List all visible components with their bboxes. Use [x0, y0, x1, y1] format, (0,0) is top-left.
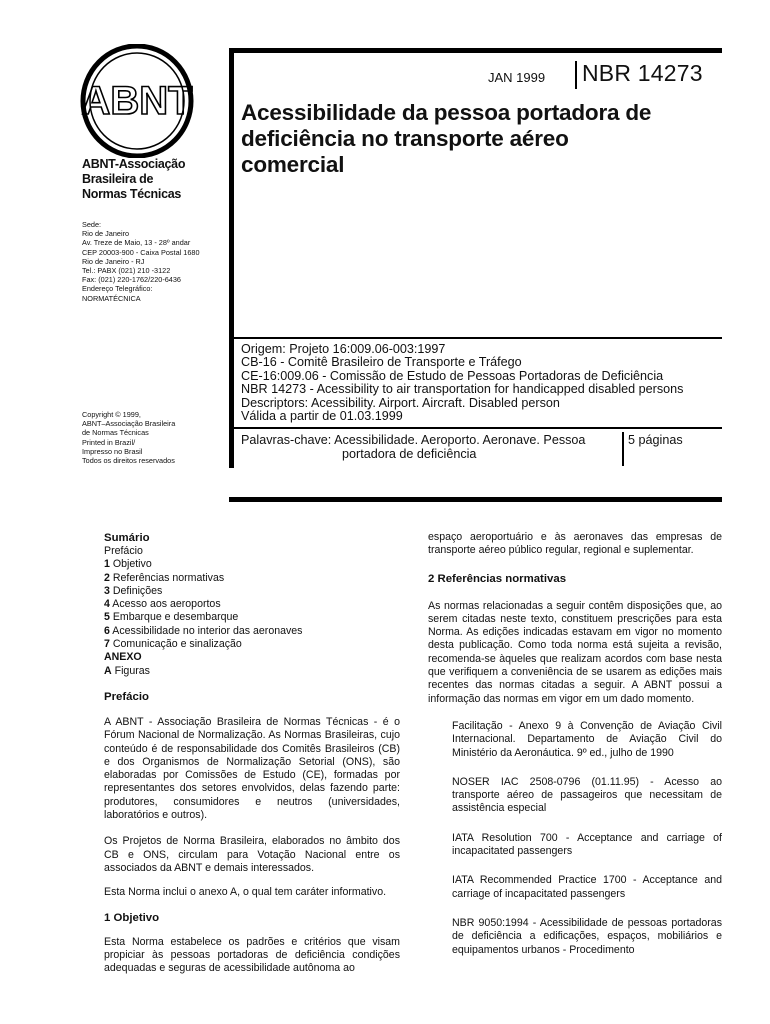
toc-item: 5 Embarque e desembarque — [104, 611, 239, 624]
table-of-contents — [104, 545, 400, 678]
reference-item: NBR 9050:1994 - Acessibilidade de pessoas portadoras de deficiência a edificações, espaços, mobiliários e equipamentos urbanos - Procedimento — [452, 916, 722, 956]
toc-item: 3 Definições — [104, 584, 163, 597]
toc-annex-title: ANEXO — [104, 651, 142, 664]
organization-name: ABNT-Associação Brasileira de Normas Técnicas — [82, 157, 186, 201]
toc-item: 2 Referências normativas — [104, 571, 225, 584]
toc-item: 1 Objetivo — [104, 558, 152, 571]
toc-item: A Figuras — [104, 664, 150, 677]
organization-address: Sede: Rio de Janeiro Av. Treze de Maio, 13 - 28º andar CEP 20003-900 - Caixa Postal 1680 Rio de Janeiro - RJ Tel.: PABX (021) 210 -3122 Fax: (021) 220-1762/220-6436 Endereço Telegráfico: NORMATÉCNICA — [82, 220, 200, 303]
references-intro: As normas relacionadas a seguir contêm disposições que, ao serem citadas neste texto, constituem prescrições para esta Norma. As edições indicadas estavam em vigor no momento desta publicação. Como toda norma está sujeita a revisão, recomenda-se àqueles que realizam acordos com base nesta que verifiquem a conveniência de se usarem as edições mais recentes das normas citadas a seguir. A ABNT possui a informação das normas em vigor em um dado momento. — [428, 599, 722, 705]
date-separator — [575, 61, 577, 89]
summary-title: Sumário — [104, 532, 150, 544]
keywords: Palavras-chave: Acessibilidade. Aeroporto. Aeronave. Pessoa portadora de deficiência — [241, 433, 586, 461]
standard-number: NBR 14273 — [582, 60, 703, 86]
toc-item: 4 Acesso aos aeroportos — [104, 598, 221, 611]
page-count: 5 páginas — [628, 433, 683, 447]
document-title: Acessibilidade da pessoa portadora de deficiência no transporte aéreo comercial — [241, 100, 652, 177]
header-vertical-rule — [229, 48, 234, 468]
preface-paragraph: Esta Norma inclui o anexo A, o qual tem caráter informativo. — [104, 886, 387, 899]
objective-paragraph-continued: espaço aeroportuário e às aeronaves das empresas de transporte aéreo público regular, regional e suplementar. — [428, 531, 722, 557]
preface-paragraph: Os Projetos de Norma Brasileira, elaborados no âmbito dos CB e ONS, circulam para Votação Nacional entre os associados da ABNT e demais interessados. — [104, 835, 400, 874]
preface-title: Prefácio — [104, 690, 149, 703]
reference-item: IATA Resolution 700 - Acceptance and carriage of incapacitated passengers — [452, 831, 722, 858]
preface-paragraph: A ABNT - Associação Brasileira de Normas Técnicas - é o Fórum Nacional de Normalização. As Normas Brasileiras, cujo conteúdo é de responsabilidade dos Comitês Brasileiros (CB) e dos Organismos de Normalização Setorial (ONS), são elaboradas por Comissões de Estudo (CE), formadas por representantes dos setores envolvidos, delas fazendo parte: produtores, consumidores e neutros (universidades, laboratórios e outros). — [104, 715, 400, 822]
keywords-top-rule — [234, 427, 722, 429]
pages-separator — [622, 432, 624, 466]
header-top-rule — [229, 48, 722, 53]
toc-item: Prefácio — [104, 545, 143, 557]
objective-title: 1 Objetivo — [104, 911, 160, 924]
reference-item: NOSER IAC 2508-0796 (01.11.95) - Acesso ao transporte aéreo de passageiros que necessitam de assistência especial — [452, 775, 722, 815]
copyright-notice: Copyright © 1999, ABNT–Associação Brasileira de Normas Técnicas Printed in Brazil/ Impresso no Brasil Todos os direitos reservados — [82, 410, 176, 466]
references-title: 2 Referências normativas — [428, 572, 567, 585]
abnt-logo — [80, 44, 194, 158]
reference-item: IATA Recommended Practice 1700 - Acceptance and carriage of incapacitated passengers — [452, 874, 722, 900]
logo-text: ABNT — [81, 79, 193, 123]
body-left-column — [104, 531, 400, 975]
toc-item: 7 Comunicação e sinalização — [104, 638, 242, 651]
publication-date: JAN 1999 — [488, 70, 546, 85]
toc-item: 6 Acessibilidade no interior das aeronaves — [104, 624, 303, 637]
origin-top-rule — [234, 337, 722, 339]
body-right-column — [428, 531, 722, 957]
reference-item: Facilitação - Anexo 9 à Convenção de Aviação Civil Internacional. Departamento de Aviação Civil do Ministério da Aeronáutica. 9º ed., julho de 1990 — [452, 719, 722, 759]
objective-paragraph: Esta Norma estabelece os padrões e critérios que visam propiciar às pessoas portadoras de deficiência condições adequadas e seguras de acessibilidade autônoma ao — [104, 935, 400, 975]
origin-block: Origem: Projeto 16:009.06-003:1997 CB-16 - Comitê Brasileiro de Transporte e Tráfego CE-16:009.06 - Comissão de Estudo de Pessoas Portadoras de Deficiência NBR 14273 - Acessibility to air transportation for handicapped disabled persons Descriptors: Acessibility. Airport. Aircraft. Disabled person Válida a partir de 01.03.1999 — [241, 342, 684, 424]
body-top-rule — [229, 497, 722, 502]
